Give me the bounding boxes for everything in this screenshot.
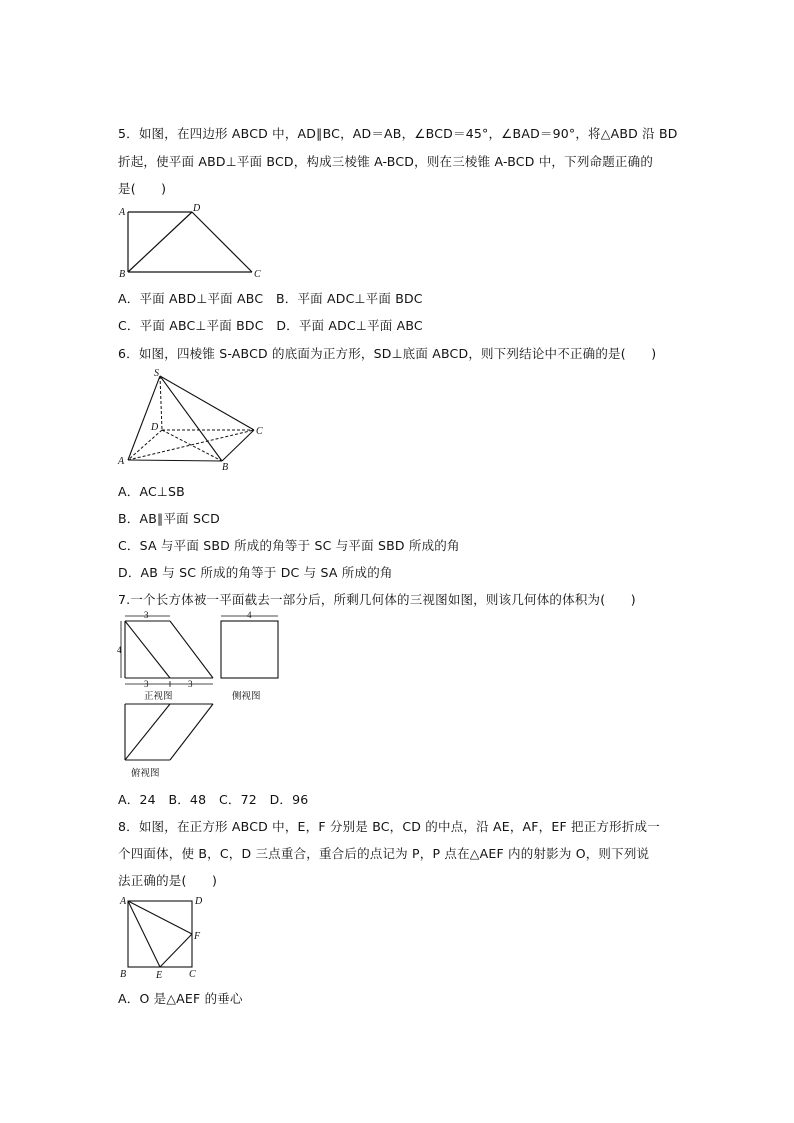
q8-option-a: A．O 是△AEF 的垂心 [118,991,243,1006]
q8-label-c: C [189,969,196,980]
q6-label-c: C [256,426,263,437]
q8-label-d: D [195,896,203,907]
q8-line-1: 8．如图，在正方形 ABCD 中，E，F 分别是 BC，CD 的中点，沿 AE，AF，EF 把正方形折成一 [118,819,660,834]
q7-caption-front: 正视图 [144,691,173,702]
q6-label-d: D [151,422,159,433]
q7-front-view [125,621,213,678]
q8-line-2: 个四面体，使 B，C，D 三点重合，重合后的点记为 P，P 点在△AEF 内的射影为 O，则下列说 [118,846,650,861]
q6-label-b: B [222,462,229,473]
q5-label-b: B [119,269,126,280]
q6-label-s: S [154,368,159,379]
q8-label-e: E [156,970,163,981]
q8-label-b: B [120,969,127,980]
q5-label-c: C [254,269,261,280]
q7-side-view [221,621,278,678]
q6-option-d: D．AB 与 SC 所成的角等于 DC 与 SA 所成的角 [118,565,393,580]
q6-figure-pyramid [114,366,274,474]
q5-options-row-2: C．平面 ABC⊥平面 BDC D．平面 ADC⊥平面 ABC [118,318,423,333]
q6-line-1: 6．如图，四棱锥 S-ABCD 的底面为正方形，SD⊥底面 ABCD，则下列结论中不正确的是( ) [118,346,657,361]
q7-dim-bottom-3a: 3 [144,679,149,689]
q5-line-2: 折起，使平面 ABD⊥平面 BCD，构成三棱锥 A-BCD，则在三棱锥 A-BCD 中，下列命题正确的 [118,154,654,169]
q6-option-a: A．AC⊥SB [118,484,185,499]
q7-figure-three-views [112,610,292,790]
q7-top-view [125,704,213,760]
q7-dim-top-3: 3 [144,610,149,620]
q8-figure-square [112,893,212,983]
q7-line-1: 7.一个长方体被一平面截去一部分后，所剩几何体的三视图如图，则该几何体的体积为( ) [118,592,636,607]
q5-label-d: D [193,203,201,214]
q7-dim-width-4: 4 [247,610,252,620]
q6-option-c: C．SA 与平面 SBD 所成的角等于 SC 与平面 SBD 所成的角 [118,538,460,553]
q8-label-a: A [120,896,127,907]
q6-label-a: A [118,456,125,467]
q8-line-3: 法正确的是( ) [118,873,218,888]
q5-label-a: A [119,207,126,218]
q6-option-b: B．AB∥平面 SCD [118,511,220,526]
q7-dim-side-4: 4 [117,645,122,655]
q5-line-1: 5．如图，在四边形 ABCD 中，AD∥BC，AD＝AB，∠BCD＝45°，∠BAD＝90°，将△ABD 沿 BD [118,126,678,141]
q7-dim-bottom-3b: 3 [188,679,193,689]
q5-options-row-1: A．平面 ABD⊥平面 ABC B．平面 ADC⊥平面 BDC [118,291,423,306]
q5-line-3: 是( ) [118,181,167,196]
q7-caption-top: 俯视图 [131,768,160,779]
q7-caption-side: 侧视图 [232,691,261,702]
q5-figure-trapezoid [112,202,272,282]
q8-label-f: F [194,931,201,942]
q7-options: A．24 B．48 C．72 D．96 [118,792,309,807]
